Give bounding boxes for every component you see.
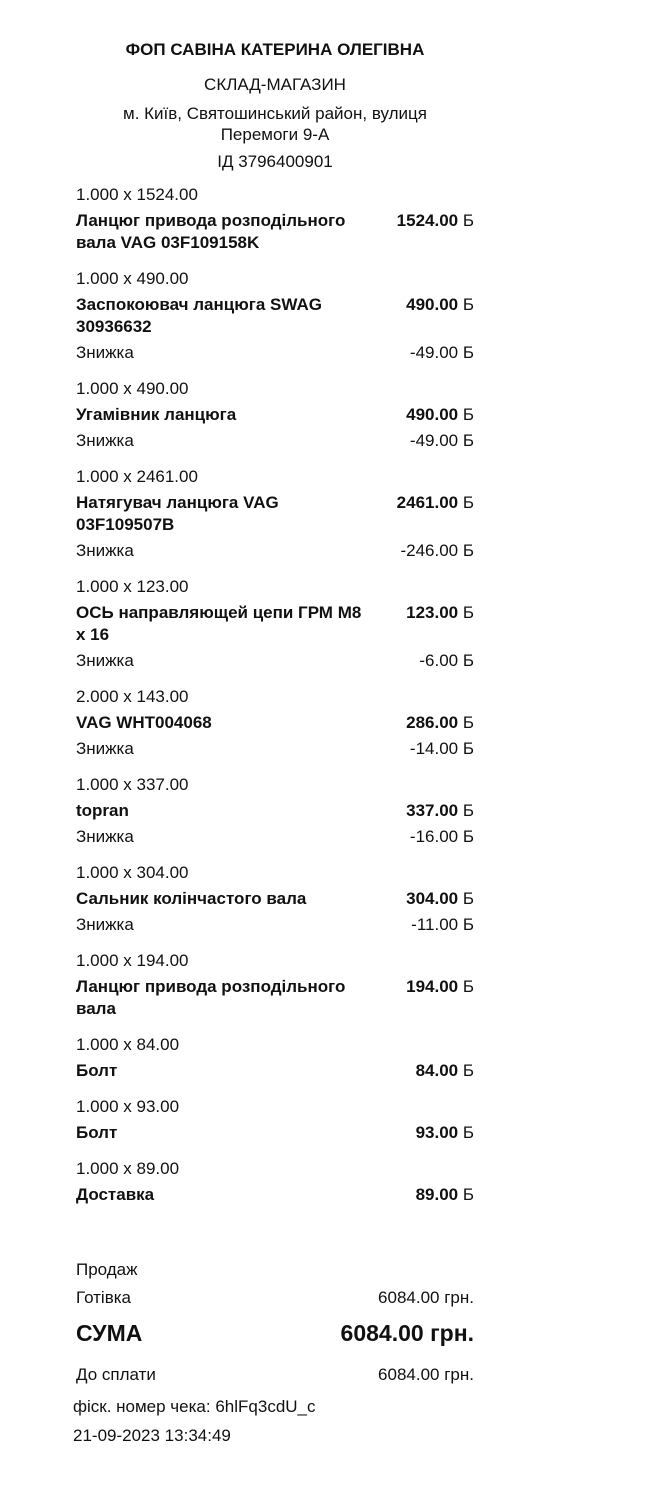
discount-amount: -49.00 Б <box>409 343 474 362</box>
item-name: Болт <box>76 1123 118 1142</box>
item-quantity: 1.000 x 123.00 <box>76 577 189 596</box>
item-name: VAG WHT004068 <box>76 713 212 732</box>
item-amount: 194.00 <box>406 977 459 996</box>
discount-amount: -14.00 Б <box>409 739 474 758</box>
payment-cash-row <box>76 1288 474 1308</box>
item-discount <box>76 430 474 452</box>
item-list <box>76 184 474 1220</box>
item-discount <box>76 540 474 562</box>
receipt-item <box>76 950 474 1020</box>
item-amount: 286.00 <box>406 713 459 732</box>
item-price <box>416 1060 474 1082</box>
item-tax-code: Б <box>462 801 474 820</box>
item-discount <box>76 650 474 672</box>
receipt-item <box>76 774 474 848</box>
receipt-item <box>76 576 474 672</box>
address-line: Перемоги 9-А <box>220 125 330 144</box>
tax-id: ІД 3796400901 <box>217 152 333 171</box>
item-price <box>416 1184 474 1206</box>
item-quantity: 1.000 x 304.00 <box>76 863 189 882</box>
item-line <box>76 712 474 734</box>
item-quantity: 1.000 x 2461.00 <box>76 467 198 486</box>
total-row <box>76 1320 474 1347</box>
discount-amount: -246.00 Б <box>400 541 474 560</box>
item-tax-code: Б <box>462 493 474 512</box>
discount-amount: -11.00 Б <box>411 915 474 934</box>
item-tax-code: Б <box>462 1123 474 1142</box>
item-tax-code: Б <box>462 405 474 424</box>
payment-method-label: Готівка <box>76 1288 132 1307</box>
item-quantity: 1.000 x 337.00 <box>76 775 189 794</box>
item-tax-code: Б <box>462 977 474 996</box>
item-quantity: 1.000 x 89.00 <box>76 1159 180 1178</box>
item-name: Ланцюг привода розподільного вала <box>76 977 346 1018</box>
item-price <box>406 888 474 910</box>
item-name: Натягувач ланцюга VAG 03F109507B <box>76 493 279 534</box>
item-tax-code: Б <box>462 1185 474 1204</box>
item-amount: 123.00 <box>406 603 459 622</box>
item-quantity: 1.000 x 84.00 <box>76 1035 180 1054</box>
fiscal-number: фіск. номер чека: 6hlFq3cdU_c <box>73 1397 316 1416</box>
item-line <box>76 294 474 338</box>
discount-label: Знижка <box>76 651 134 670</box>
payment-amount: 6084.00 грн. <box>378 1288 474 1307</box>
receipt-item <box>76 1096 474 1144</box>
item-name: Заспокоювач ланцюга SWAG 30936632 <box>76 295 322 336</box>
item-quantity: 1.000 x 1524.00 <box>76 185 198 204</box>
item-line <box>76 1060 474 1082</box>
item-quantity: 1.000 x 490.00 <box>76 379 189 398</box>
item-tax-code: Б <box>462 713 474 732</box>
item-quantity: 1.000 x 93.00 <box>76 1097 180 1116</box>
receipt-datetime: 21-09-2023 13:34:49 <box>73 1426 231 1445</box>
item-name: ОСЬ направляющей цепи ГРМ M8 x 16 <box>76 603 362 644</box>
item-tax-code: Б <box>462 1061 474 1080</box>
item-tax-code: Б <box>462 295 474 314</box>
item-price <box>406 404 474 426</box>
discount-label: Знижка <box>76 739 134 758</box>
merchant-name: ФОП САВІНА КАТЕРИНА ОЛЕГІВНА <box>125 40 425 59</box>
item-line <box>76 210 474 254</box>
item-tax-code: Б <box>462 603 474 622</box>
item-quantity: 1.000 x 194.00 <box>76 951 189 970</box>
item-amount: 490.00 <box>406 405 459 424</box>
receipt-item <box>76 184 474 254</box>
item-name: Болт <box>76 1061 118 1080</box>
item-tax-code: Б <box>462 889 474 908</box>
sale-label: Продаж <box>76 1260 138 1279</box>
item-discount <box>76 738 474 760</box>
item-amount: 84.00 <box>415 1061 459 1080</box>
receipt-item <box>76 1158 474 1206</box>
item-name: topran <box>76 801 129 820</box>
receipt-item <box>76 862 474 936</box>
to-pay-label: До сплати <box>76 1365 156 1384</box>
discount-label: Знижка <box>76 343 134 362</box>
item-price <box>406 602 474 624</box>
receipt-item <box>76 466 474 562</box>
item-line <box>76 602 474 646</box>
to-pay-amount: 6084.00 грн. <box>378 1365 474 1384</box>
item-amount: 337.00 <box>406 801 459 820</box>
item-line <box>76 1184 474 1206</box>
item-amount: 304.00 <box>406 889 459 908</box>
receipt-item <box>76 1034 474 1082</box>
discount-label: Знижка <box>76 827 134 846</box>
receipt-item <box>76 378 474 452</box>
discount-label: Знижка <box>76 541 134 560</box>
item-quantity: 2.000 x 143.00 <box>76 687 189 706</box>
item-price <box>416 1122 474 1144</box>
total-label: СУМА <box>76 1320 143 1346</box>
item-name: Сальник колінчастого вала <box>76 889 307 908</box>
discount-label: Знижка <box>76 431 134 450</box>
discount-amount: -16.00 Б <box>409 827 474 846</box>
item-price <box>406 294 474 316</box>
item-price <box>406 800 474 822</box>
item-quantity: 1.000 x 490.00 <box>76 269 189 288</box>
item-line <box>76 492 474 536</box>
discount-amount: -6.00 Б <box>419 651 474 670</box>
total-amount: 6084.00 грн. <box>340 1320 474 1346</box>
item-line <box>76 1122 474 1144</box>
item-discount <box>76 342 474 364</box>
item-price <box>406 976 474 998</box>
item-discount <box>76 826 474 848</box>
item-amount: 93.00 <box>415 1123 459 1142</box>
item-price <box>397 210 474 232</box>
item-name: Ланцюг привода розподільного вала VAG 03F109158K <box>76 211 346 252</box>
discount-amount: -49.00 Б <box>409 431 474 450</box>
item-name: Угамівник ланцюга <box>76 405 237 424</box>
item-price <box>397 492 474 514</box>
item-price <box>406 712 474 734</box>
to-pay-row <box>76 1365 474 1385</box>
item-line <box>76 404 474 426</box>
store-type: СКЛАД-МАГАЗИН <box>204 75 346 94</box>
item-amount: 1524.00 <box>396 211 459 230</box>
item-line <box>76 976 474 1020</box>
item-amount: 490.00 <box>406 295 459 314</box>
item-line <box>76 800 474 822</box>
item-name: Доставка <box>76 1185 155 1204</box>
item-amount: 2461.00 <box>396 493 459 512</box>
item-discount <box>76 914 474 936</box>
item-line <box>76 888 474 910</box>
store-address <box>60 103 490 145</box>
receipt-item <box>76 686 474 760</box>
discount-label: Знижка <box>76 915 134 934</box>
address-line: м. Київ, Святошинський район, вулиця <box>123 104 427 123</box>
receipt-item <box>76 268 474 364</box>
item-tax-code: Б <box>462 211 474 230</box>
item-amount: 89.00 <box>415 1185 459 1204</box>
